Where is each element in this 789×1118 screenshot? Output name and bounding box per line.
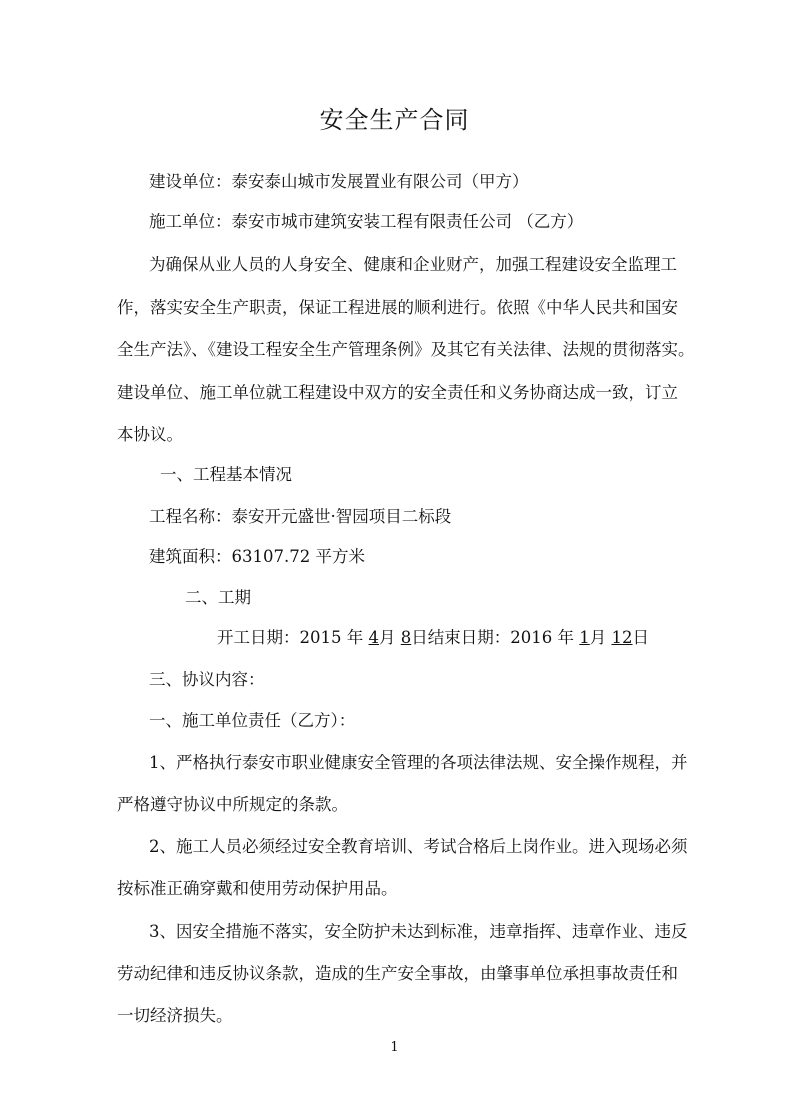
intro-line: 作，落实安全生产职责，保证工程进展的顺利进行。依照《中华人民共和国安 [117,298,678,317]
section3-heading: 三、协议内容： [149,670,265,689]
building-area: 建筑面积：63107.72 平方米 [149,547,365,566]
end-month: 1 [579,628,590,647]
project-name: 工程名称：泰安开元盛世·智园项目二标段 [149,507,452,526]
owner-party: 建设单位：泰安泰山城市发展置业有限公司（甲方） [149,172,529,191]
clause-line: 按标准正确穿戴和使用劳动保护用品。 [117,879,398,898]
intro-line: 全生产法》、《建设工程安全生产管理条例》及其它有关法律、法规的贯彻落实。 [117,340,695,359]
clause-line: 2、施工人员必须经过安全教育培训、考试合格后上岗作业。进入现场必须 [149,837,688,856]
clause-line: 1、严格执行泰安市职业健康安全管理的各项法律法规、安全操作规程，并 [149,753,688,772]
end-label: 日结束日期：2016 年 [411,628,574,647]
clause-line: 劳动纪律和违反协议条款，造成的生产安全事故，由肇事单位承担事故责任和 [117,964,678,983]
intro-line: 本协议。 [117,425,183,444]
section2-heading: 二、工期 [185,588,251,607]
section1-heading: 一、工程基本情况 [160,465,292,484]
contractor-party: 施工单位：泰安市城市建筑安装工程有限责任公司 （乙方） [149,212,584,231]
month-char: 月 [379,628,396,647]
end-day: 12 [611,628,633,647]
clause-line: 一切经济损失。 [117,1006,233,1025]
schedule-dates [217,628,649,648]
page-number: 1 [390,1040,399,1055]
clause-line: 3、因安全措施不落实，安全防护未达到标准，违章指挥、违章作业、违反 [149,922,688,941]
start-month: 4 [368,628,379,647]
clause-line: 严格遵守协议中所规定的条款。 [117,795,348,814]
start-day: 8 [400,628,412,647]
document-title: 安全生产合同 [319,106,470,134]
start-label: 开工日期：2015 年 [217,628,364,647]
intro-line: 建设单位、施工单位就工程建设中双方的安全责任和义务协商达成一致，订立 [117,383,678,402]
month-char: 月 [589,628,607,647]
section3-subheading: 一、施工单位责任（乙方）： [149,711,356,730]
intro-line: 为确保从业人员的人身安全、健康和企业财产，加强工程建设安全监理工 [149,255,677,274]
day-char: 日 [632,628,649,647]
